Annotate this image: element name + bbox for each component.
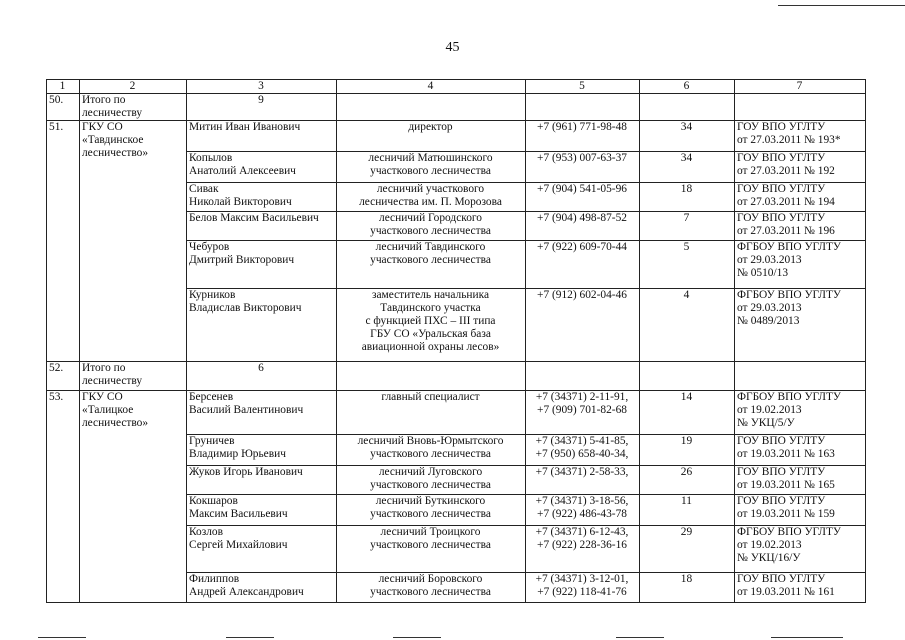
cell-line: участкового лесничества	[370, 479, 491, 491]
cell-line: от 19.02.2013	[737, 404, 802, 416]
empty-cell	[337, 362, 526, 391]
phone-number	[526, 241, 640, 289]
employee-position	[337, 573, 526, 603]
col-header-2: 2	[80, 80, 187, 94]
cell-line: участкового лесничества	[370, 165, 491, 177]
phone-number	[526, 183, 640, 212]
cell-line: Митин Иван Иванович	[189, 121, 301, 133]
cell-line: от 19.03.2011 № 161	[737, 586, 835, 598]
page-number: 45	[445, 40, 460, 55]
phone-number	[526, 152, 640, 183]
cell-line: Тавдинского участка	[380, 302, 481, 314]
employee-name	[187, 466, 337, 495]
cell-line: главный специалист	[381, 391, 480, 403]
employee-name	[187, 435, 337, 466]
table-row	[47, 121, 866, 152]
cell-line: лесничеству	[82, 107, 143, 119]
cell-line: +7 (922) 228-36-16	[537, 539, 627, 551]
cell-line: Кокшаров	[189, 495, 238, 507]
cell-line: лесничий Тавдинского	[375, 241, 486, 253]
cell-line: участкового лесничества	[370, 225, 491, 237]
cell-line: Сивак	[189, 183, 219, 195]
footer-rule	[226, 637, 274, 638]
col-header-4: 4	[337, 80, 526, 94]
cell-line: участкового лесничества	[370, 586, 491, 598]
certificate-info	[735, 121, 866, 152]
cell-line: лесничий Городского	[379, 212, 482, 224]
cell-line: Филиппов	[189, 573, 240, 585]
cell-line: лесничий Вновь-Юрмытского	[357, 435, 504, 447]
cell-line: ГОУ ВПО УГЛТУ	[737, 212, 826, 224]
cell-line: ФГБОУ ВПО УГЛТУ	[737, 391, 841, 403]
cell-line: Берсенев	[189, 391, 234, 403]
cell-line: лесничий Буткинского	[375, 495, 486, 507]
employee-name	[187, 495, 337, 526]
certificate-info	[735, 391, 866, 435]
cell-line: +7 (904) 498-87-52	[537, 212, 627, 224]
phone-number	[526, 435, 640, 466]
empty-cell	[735, 94, 866, 121]
certificate-info	[735, 495, 866, 526]
cell-line: Белов Максим Васильевич	[189, 212, 319, 224]
cell-line: от 27.03.2011 № 193*	[737, 134, 841, 146]
certificate-info	[735, 289, 866, 362]
cell-line: +7 (34371) 2-11-91,	[535, 391, 629, 403]
cell-line: лесничий Боровского	[378, 573, 483, 585]
cell-line: № УКЦ/5/У	[737, 417, 795, 429]
experience-years: 29	[640, 526, 735, 573]
certificate-info	[735, 212, 866, 241]
experience-years: 18	[640, 573, 735, 603]
cell-line: ФГБОУ ВПО УГЛТУ	[737, 289, 841, 301]
phone-number	[526, 121, 640, 152]
cell-line: Владимир Юрьевич	[189, 448, 286, 460]
experience-years: 34	[640, 121, 735, 152]
phone-number	[526, 289, 640, 362]
employee-position	[337, 466, 526, 495]
cell-line: участкового лесничества	[370, 539, 491, 551]
employee-position	[337, 289, 526, 362]
cell-line: Груничев	[189, 435, 235, 447]
experience-years: 5	[640, 241, 735, 289]
footer-rule	[771, 637, 843, 638]
cell-line: ФГБОУ ВПО УГЛТУ	[737, 526, 841, 538]
cell-line: лесничий участкового	[376, 183, 485, 195]
row-number: 50.	[47, 94, 80, 121]
col-header-6: 6	[640, 80, 735, 94]
employee-position	[337, 435, 526, 466]
cell-line: участкового лесничества	[370, 508, 491, 520]
cell-line: Копылов	[189, 152, 233, 164]
phone-number	[526, 212, 640, 241]
employee-name	[187, 212, 337, 241]
experience-years: 11	[640, 495, 735, 526]
cell-line: Жуков Игорь Иванович	[189, 466, 303, 478]
cell-line: +7 (34371) 5-41-85,	[535, 435, 629, 447]
cell-line: директор	[408, 121, 453, 133]
cell-line: Анатолий Алексеевич	[189, 165, 296, 177]
empty-cell	[526, 362, 640, 391]
total-count: 9	[187, 94, 337, 121]
employee-position	[337, 495, 526, 526]
empty-cell	[526, 94, 640, 121]
employee-position	[337, 121, 526, 152]
employee-name	[187, 391, 337, 435]
cell-line: лесничества им. П. Морозова	[359, 196, 502, 208]
cell-line: № УКЦ/16/У	[737, 552, 801, 564]
cell-line: лесничество»	[82, 147, 149, 159]
cell-line: Сергей Михайлович	[189, 539, 288, 551]
cell-line: +7 (34371) 2-58-33,	[535, 466, 629, 478]
cell-line: +7 (904) 541-05-96	[537, 183, 627, 195]
cell-line: ГБУ СО «Уральская база	[370, 328, 491, 340]
cell-line: лесничество»	[82, 417, 149, 429]
cell-line: ГКУ СО	[82, 121, 123, 133]
experience-years: 18	[640, 183, 735, 212]
cell-line: от 27.03.2011 № 192	[737, 165, 835, 177]
cell-line: «Талицкое	[82, 404, 134, 416]
certificate-info	[735, 241, 866, 289]
experience-years: 34	[640, 152, 735, 183]
cell-line: Итого по	[82, 94, 126, 106]
cell-line: от 29.03.2013	[737, 254, 802, 266]
cell-line: «Тавдинское	[82, 134, 144, 146]
cell-line: от 27.03.2011 № 196	[737, 225, 835, 237]
cell-line: ФГБОУ ВПО УГЛТУ	[737, 241, 841, 253]
cell-line: № 0489/2013	[737, 315, 800, 327]
experience-years: 26	[640, 466, 735, 495]
cell-line: +7 (961) 771-98-48	[537, 121, 627, 133]
cell-line: Владислав Викторович	[189, 302, 302, 314]
header-row	[47, 80, 866, 94]
employee-position	[337, 391, 526, 435]
employee-name	[187, 289, 337, 362]
table-row	[47, 391, 866, 435]
employee-name	[187, 121, 337, 152]
empty-cell	[735, 362, 866, 391]
employee-name	[187, 241, 337, 289]
cell-line: Курников	[189, 289, 236, 301]
phone-number	[526, 391, 640, 435]
organization-name	[80, 391, 187, 603]
col-header-1: 1	[47, 80, 80, 94]
cell-line: +7 (34371) 3-18-56,	[535, 495, 629, 507]
cell-line: ГКУ СО	[82, 391, 123, 403]
table-body	[47, 94, 866, 603]
cell-line: ГОУ ВПО УГЛТУ	[737, 466, 826, 478]
cell-line: от 19.03.2011 № 165	[737, 479, 835, 491]
cell-line: +7 (34371) 3-12-01,	[535, 573, 629, 585]
employee-position	[337, 183, 526, 212]
cell-line: от 29.03.2013	[737, 302, 802, 314]
cell-line: от 19.03.2011 № 163	[737, 448, 835, 460]
cell-line: заместитель начальника	[371, 289, 490, 301]
row-number: 51.	[47, 121, 80, 362]
cell-line: лесничий Луговского	[378, 466, 483, 478]
col-header-3: 3	[187, 80, 337, 94]
total-count: 6	[187, 362, 337, 391]
cell-line: участкового лесничества	[370, 254, 491, 266]
total-label	[80, 94, 187, 121]
phone-number	[526, 526, 640, 573]
top-rule	[778, 5, 905, 6]
cell-line: +7 (953) 007-63-37	[537, 152, 627, 164]
cell-line: авиационной охраны лесов»	[361, 341, 500, 353]
certificate-info	[735, 573, 866, 603]
cell-line: Андрей Александрович	[189, 586, 304, 598]
cell-line: лесничий Троицкого	[380, 526, 481, 538]
row-number: 52.	[47, 362, 80, 391]
cell-line: +7 (950) 658-40-34,	[535, 448, 629, 460]
total-label	[80, 362, 187, 391]
cell-line: ГОУ ВПО УГЛТУ	[737, 435, 826, 447]
cell-line: Николай Викторович	[189, 196, 292, 208]
cell-line: Василий Валентинович	[189, 404, 304, 416]
experience-years: 4	[640, 289, 735, 362]
cell-line: +7 (922) 118-41-76	[537, 586, 627, 598]
cell-line: ГОУ ВПО УГЛТУ	[737, 183, 826, 195]
cell-line: +7 (922) 486-43-78	[537, 508, 627, 520]
employee-position	[337, 212, 526, 241]
cell-line: ГОУ ВПО УГЛТУ	[737, 121, 826, 133]
cell-line: от 27.03.2011 № 194	[737, 196, 835, 208]
cell-line: от 19.02.2013	[737, 539, 802, 551]
cell-line: ГОУ ВПО УГЛТУ	[737, 152, 826, 164]
cell-line: +7 (34371) 6-12-43,	[535, 526, 629, 538]
staff-table	[46, 79, 866, 603]
certificate-info	[735, 152, 866, 183]
footer-rule	[393, 637, 441, 638]
certificate-info	[735, 183, 866, 212]
col-header-7: 7	[735, 80, 866, 94]
employee-name	[187, 183, 337, 212]
footer-rule	[38, 637, 86, 638]
row-number: 53.	[47, 391, 80, 603]
cell-line: +7 (912) 602-04-46	[537, 289, 627, 301]
phone-number	[526, 495, 640, 526]
phone-number	[526, 466, 640, 495]
cell-line: Козлов	[189, 526, 223, 538]
cell-line: лесничий Матюшинского	[368, 152, 493, 164]
cell-line: от 19.03.2011 № 159	[737, 508, 835, 520]
cell-line: Дмитрий Викторович	[189, 254, 295, 266]
cell-line: Максим Васильевич	[189, 508, 288, 520]
cell-line: лесничеству	[82, 375, 143, 387]
cell-line: Итого по	[82, 362, 126, 374]
total-row	[47, 94, 866, 121]
employee-name	[187, 152, 337, 183]
employee-position	[337, 526, 526, 573]
employee-name	[187, 526, 337, 573]
phone-number	[526, 573, 640, 603]
cell-line: ГОУ ВПО УГЛТУ	[737, 495, 826, 507]
experience-years: 19	[640, 435, 735, 466]
cell-line: ГОУ ВПО УГЛТУ	[737, 573, 826, 585]
experience-years: 7	[640, 212, 735, 241]
organization-name	[80, 121, 187, 362]
employee-position	[337, 241, 526, 289]
employee-name	[187, 573, 337, 603]
cell-line: с функцией ПХС – III типа	[365, 315, 496, 327]
cell-line: участкового лесничества	[370, 448, 491, 460]
cell-line: +7 (922) 609-70-44	[537, 241, 627, 253]
cell-line: Чебуров	[189, 241, 230, 253]
empty-cell	[640, 94, 735, 121]
empty-cell	[640, 362, 735, 391]
cell-line: № 0510/13	[737, 267, 789, 279]
cell-line: +7 (909) 701-82-68	[537, 404, 627, 416]
employee-position	[337, 152, 526, 183]
certificate-info	[735, 526, 866, 573]
empty-cell	[337, 94, 526, 121]
certificate-info	[735, 435, 866, 466]
total-row	[47, 362, 866, 391]
experience-years: 14	[640, 391, 735, 435]
certificate-info	[735, 466, 866, 495]
col-header-5: 5	[526, 80, 640, 94]
footer-rule	[616, 637, 664, 638]
